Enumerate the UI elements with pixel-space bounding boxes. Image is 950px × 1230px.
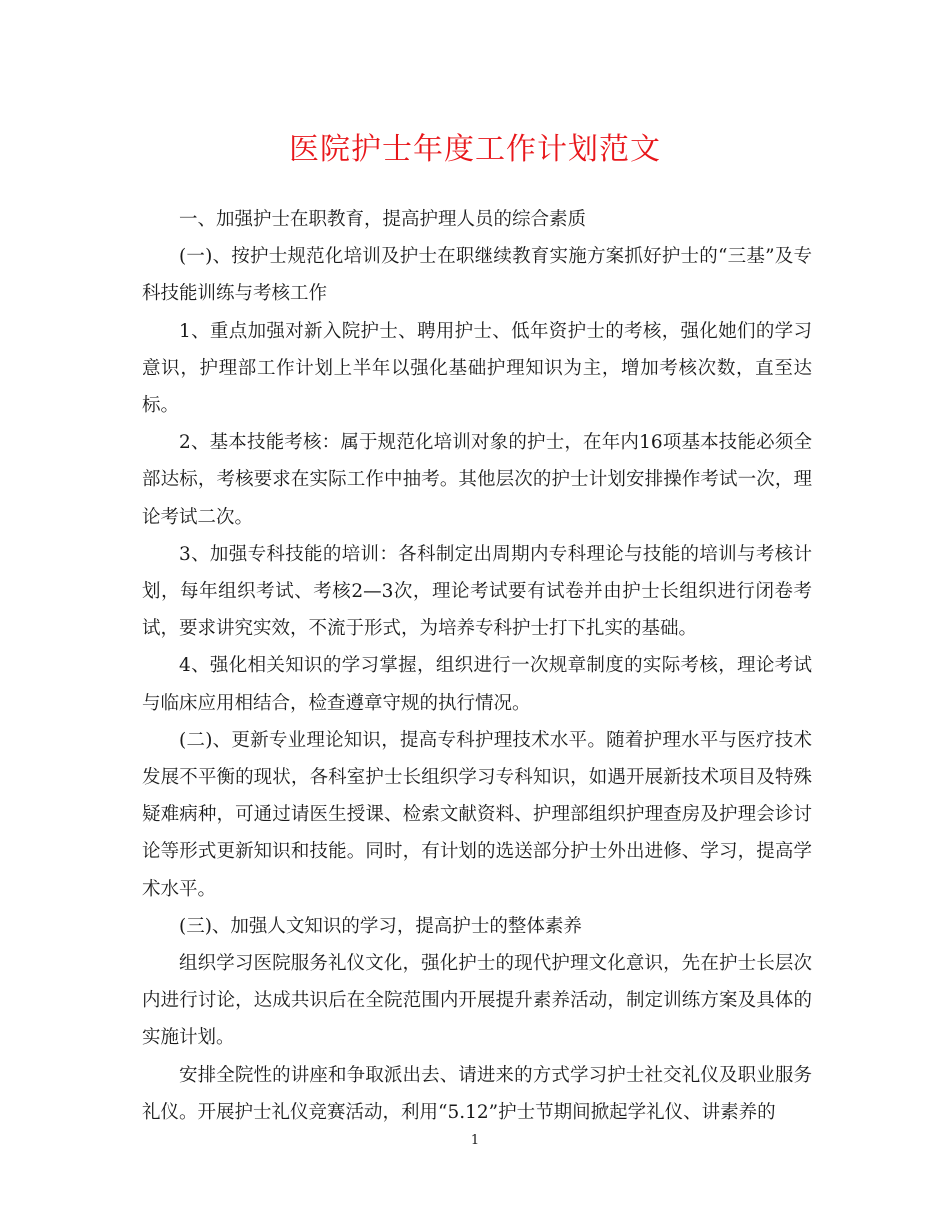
subsection-heading-2: (二)、更新专业理论知识，提高专科护理技术水平。随着护理水平与医疗技术发展不平衡的现状，各科室护士长组织学习专科知识，如遇开展新技术项目及特殊疑难病种，可通过请医生授课、检索文献资料、护理部组织护理查房及护理会诊讨论等形式更新知识和技能。同时，有计划的选送部分护士外出进修、学习，提高学术水平。 (142, 729, 812, 900)
subsection-heading-3: (三)、加强人文知识的学习，提高护士的整体素养 (179, 915, 582, 937)
paragraph-item-4: 4、强化相关知识的学习掌握，组织进行一次规章制度的实际考核，理论考试与临床应用相结合，检查遵章守规的执行情况。 (142, 655, 812, 714)
paragraph-body-2: 安排全院性的讲座和争取派出去、请进来的方式学习护士社交礼仪及职业服务礼仪。开展护士礼仪竞赛活动，利用“5.12”护士节期间掀起学礼仪、讲素养的 (142, 1064, 812, 1123)
paragraph-item-2: 2、基本技能考核：属于规范化培训对象的护士，在年内16项基本技能必须全部达标，考核要求在实际工作中抽考。其他层次的护士计划安排操作考试一次，理论考试二次。 (142, 432, 812, 528)
subsection-heading-1: (一)、按护士规范化培训及护士在职继续教育实施方案抓好护士的“三基”及专科技能训练与考核工作 (142, 246, 812, 305)
paragraph-body-1: 组织学习医院服务礼仪文化，强化护士的现代护理文化意识，先在护士长层次内进行讨论，达成共识后在全院范围内开展提升素养活动，制定训练方案及具体的实施计划。 (142, 953, 812, 1049)
document-body (142, 201, 812, 1131)
page-number: 1 (470, 1133, 480, 1148)
paragraph-item-1: 1、重点加强对新入院护士、聘用护士、低年资护士的考核，强化她们的学习意识，护理部工作计划上半年以强化基础护理知识为主，增加考核次数，直至达标。 (142, 320, 812, 417)
paragraph-item-3: 3、加强专科技能的培训：各科制定出周期内专科理论与技能的培训与考核计划，每年组织考试、考核2—3次，理论考试要有试卷并由护士长组织进行闭卷考试，要求讲究实效，不流于形式，为培养专科护士打下扎实的基础。 (142, 543, 812, 640)
document-title: 医院护士年度工作计划范文 (289, 132, 661, 167)
section-heading-1: 一、加强护士在职教育，提高护理人员的综合素质 (179, 209, 587, 230)
